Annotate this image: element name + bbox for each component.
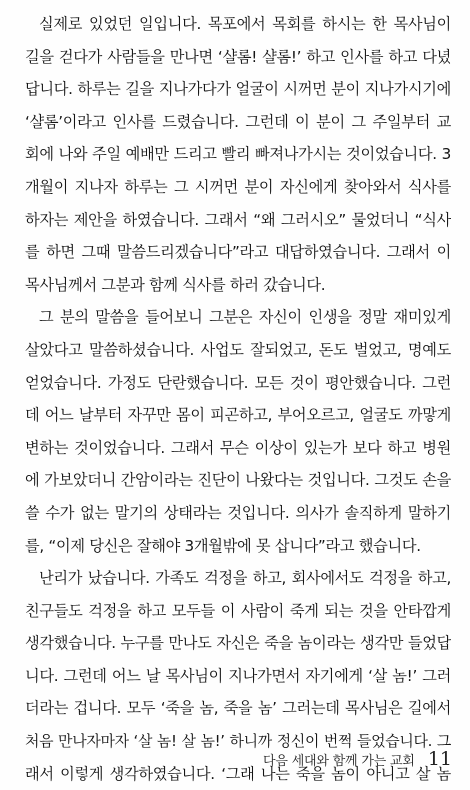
text-line: 데 어느 날부터 자꾸만 몸이 피곤하고, 부어오르고, 얼굴도 까맣게 <box>25 406 451 425</box>
running-footer-title: 다음 세대와 함께 가는 교회 <box>263 754 415 769</box>
text-line: 실제로 있었던 일입니다. 목포에서 목회를 하시는 한 목사님이 <box>39 15 451 33</box>
text-line: 래서 이렇게 생각하였습니다. ‘그래 나는 죽을 놈이 아니고 살 놈 <box>25 764 451 783</box>
text-line: 회에 나와 주일 예배만 드리고 빨리 빠져나가시는 것이었습니다. 3 <box>25 145 451 164</box>
page-footer <box>263 748 452 770</box>
text-line: 살았다고 말씀하셨습니다. 사업도 잘되었고, 돈도 벌었고, 명예도 <box>25 340 451 359</box>
text-line: 하자는 제안을 하였습니다. 그래서 “왜 그러시오” 물었더니 “식사 <box>25 210 451 229</box>
text-line: 더라는 겁니다. 모두 ‘죽을 놈, 죽을 놈’ 그러는데 목사님은 길에서 <box>25 699 451 718</box>
text-line: 그 분의 말씀을 들어보니 그분은 자신이 인생을 정말 재미있게 <box>39 308 451 327</box>
page-number: 11 <box>427 748 452 770</box>
text-line: 에 가보았더니 간암이라는 진단이 나왔다는 것입니다. 그것도 손을 <box>25 471 451 490</box>
text-line: ‘샬롬’이라고 인사를 드렸습니다. 그런데 이 분이 그 주일부터 교 <box>25 112 451 131</box>
text-line: 를 하면 그때 말씀드리겠습니다”라고 대답하였습니다. 그래서 이 <box>25 243 451 262</box>
text-line: 친구들도 걱정을 하고 모두들 이 사람이 죽게 되는 것을 안타깝게 <box>25 601 451 620</box>
text-line: 생각했습니다. 누구를 만나도 자신은 죽을 놈이라는 생각만 들었답 <box>25 634 451 653</box>
text-line: 길을 걷다가 사람들을 만나면 ‘샬롬! 샬롬!’ 하고 인사를 하고 다녔 <box>25 47 451 66</box>
text-line: 니다. 그런데 어느 날 목사님이 지나가면서 자기에게 ‘살 놈!’ 그러 <box>25 666 451 685</box>
text-line: 답니다. 하루는 길을 지나가다가 얼굴이 시꺼먼 분이 지나가시기에 <box>25 80 451 99</box>
text-line: 쓸 수가 없는 말기의 상태라는 것입니다. 의사가 솔직하게 말하기 <box>25 503 451 522</box>
text-line: 얻었습니다. 가정도 단란했습니다. 모든 것이 평안했습니다. 그런 <box>25 373 451 392</box>
text-line: 개월이 지나자 하루는 그 시꺼먼 분이 자신에게 찾아와서 식사를 <box>25 177 451 196</box>
text-line: 난리가 났습니다. 가족도 걱정을 하고, 회사에서도 걱정을 하고, <box>39 569 451 588</box>
text-line: 변하는 것이었습니다. 그래서 무슨 이상이 있는가 보다 하고 병원 <box>25 438 451 457</box>
text-line: 처음 만나자마자 ‘살 놈! 살 놈!’ 하니까 정신이 번쩍 들었습니다. 그 <box>25 732 451 751</box>
text-line: 목사님께서 그분과 함께 식사를 하러 갔습니다. <box>25 275 326 294</box>
text-line: 를, “이제 당신은 잘해야 3개월밖에 못 삽니다”라고 했습니다. <box>25 536 421 555</box>
body-text <box>25 8 451 790</box>
